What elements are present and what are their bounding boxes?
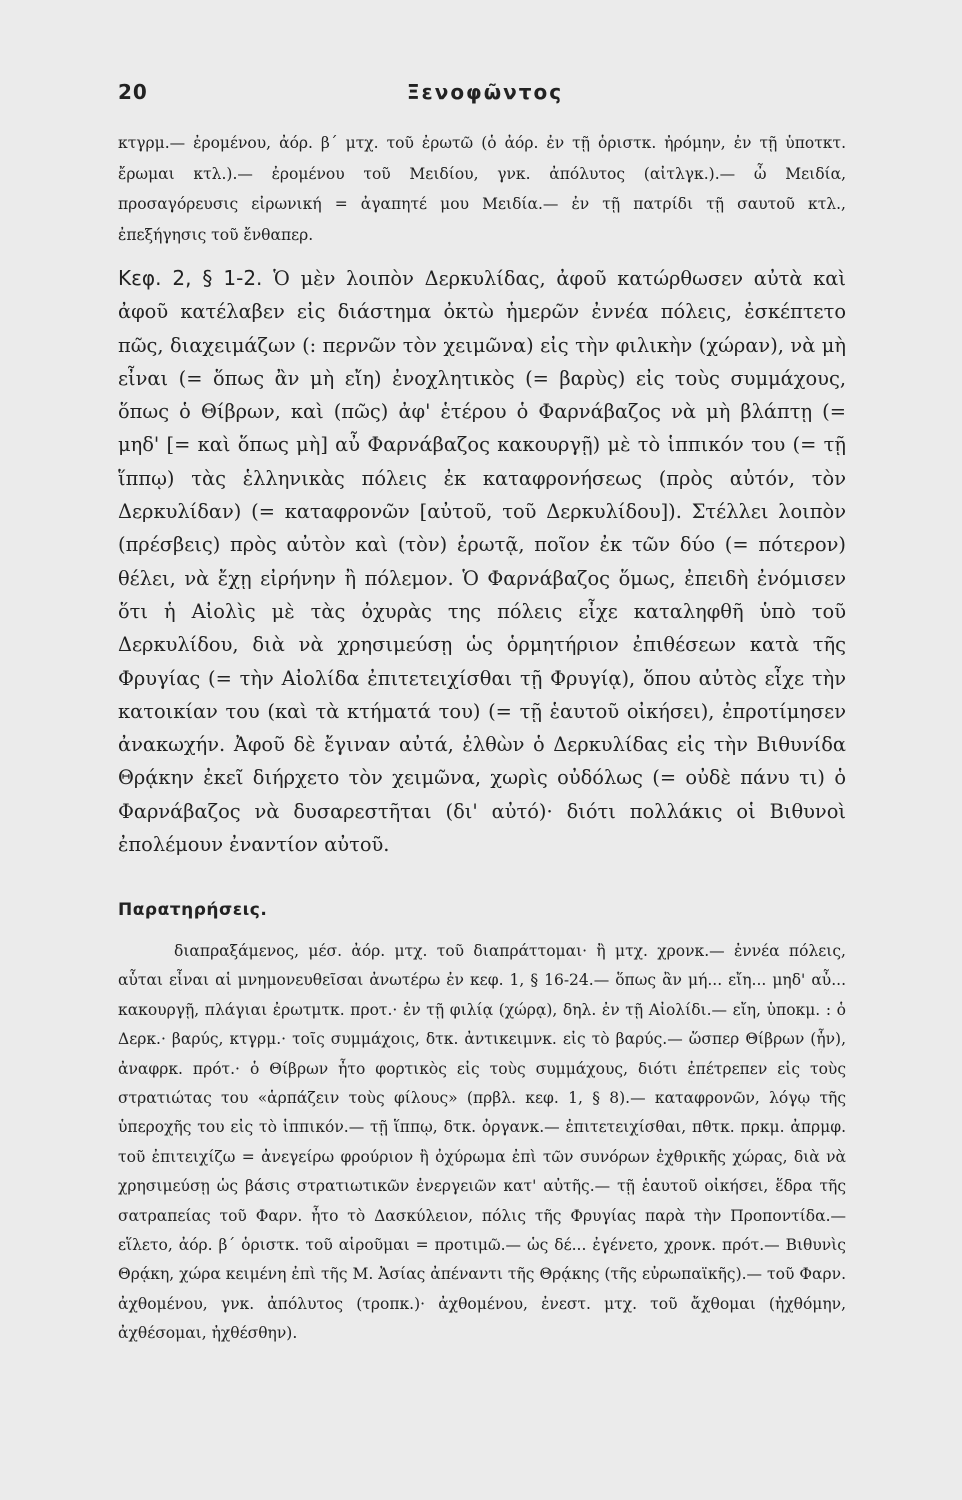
page-header — [118, 80, 852, 110]
chapter-reference: Κεφ. 2, § 1-2. — [118, 266, 263, 290]
running-title: Ξενοφῶντος — [406, 80, 564, 104]
page-number: 20 — [118, 80, 148, 104]
main-text: Ὁ μὲν λοιπὸν Δερκυλίδας, ἀφοῦ κατώρθωσεν αὐτὰ καὶ ἀφοῦ κατέλαβεν εἰς διάστημα ὀκτὼ ἡμερῶν ἐννέα πόλεις, ἐσκέπτετο πῶς, διαχειμάζων (: περνῶν τὸν χειμῶνα) εἰς τὴν φιλικὴν (χώραν), νὰ μὴ εἶναι (= ὅπως ἂν μὴ εἴη) ἐνοχλητικὸς (= βαρὺς) εἰς τοὺς συμμάχους, ὅπως ὁ Θίβρων, καὶ (πῶς) ἀφ' ἑτέρου ὁ Φαρνάβαζος νὰ μὴ βλάπτῃ (= μηδ' [= καὶ ὅπως μὴ] αὖ Φαρνάβαζος κακουργῇ) μὲ τὸ ἱππικόν του (= τῇ ἵππῳ) τὰς ἑλληνικὰς πόλεις ἐκ καταφρονήσεως (πρὸς αὐτόν, τὸν Δερκυλίδαν) (= καταφρονῶν [αὐτοῦ, τοῦ Δερκυλίδου]). Στέλλει λοιπὸν (πρέσβεις) πρὸς αὐτὸν καὶ (τὸν) ἐρωτᾷ, ποῖον ἐκ τῶν δύο (= πότερον) θέλει, νὰ ἔχῃ εἰρήνην ἢ πόλεμον. Ὁ Φαρνάβαζος ὅμως, ἐπειδὴ ἐνόμισεν ὅτι ἡ Αἰολὶς μὲ τὰς ὀχυρὰς της πόλεις εἶχε καταληφθῆ ὑπὸ τοῦ Δερκυλίδου, διὰ νὰ χρησιμεύσῃ ὡς ὁρμητήριον ἐπιθέσεων κατὰ τῆς Φρυγίας (= τὴν Αἰολίδα ἐπιτετειχίσθαι τῇ Φρυγίᾳ), ὅπου αὐτὸς εἶχε τὴν κατοικίαν του (καὶ τὰ κτήματά του) (= τῇ ἑαυτοῦ οἰκήσει), ἐπροτίμησεν ἀνακωχήν. Ἀφοῦ δὲ ἔγιναν αὐτά, ἐλθὼν ὁ Δερκυλίδας εἰς τὴν Βιθυνίδα Θρᾴκην ἐκεῖ διήρχετο τὸν χειμῶνα, χωρὶς οὐδόλως (= οὐδὲ πάνυ τι) ὁ Φαρνάβαζος νὰ δυσαρεστῆται (δι' αὐτό)· διότι πολλάκις οἱ Βιθυνοὶ ἐπολέμουν ἐναντίον αὐτοῦ. — [118, 267, 847, 857]
main-paragraph — [118, 262, 846, 861]
notes-heading: Παρατηρήσεις. — [118, 900, 268, 920]
notes-text: διαπραξάμενος, μέσ. ἀόρ. μτχ. τοῦ διαπράττομαι· ἢ μτχ. χρονκ.— ἐννέα πόλεις, αὗται εἶναι αἱ μνημονευθεῖσαι ἀνωτέρω ἐν κεφ. 1, § 16-24.— ὅπως ἂν μή... εἴη... μηδ' αὖ... κακουργῇ, πλάγιαι ἐρωτμτκ. προτ.· ἐν τῇ φιλίᾳ (χώρᾳ), δηλ. ἐν τῇ Αἰολίδι.— εἴη, ὑποκμ. : ὁ Δερκ.· βαρύς, κτγρμ.· τοῖς συμμάχοις, δτκ. ἀντικειμνκ. εἰς τὸ βαρύς.— ὥσπερ Θίβρων (ἦν), ἀναφρκ. πρότ.· ὁ Θίβρων ἦτο φορτικὸς εἰς τοὺς συμμάχους, διότι ἐπέτρεπεν εἰς τοὺς στρατιώτας του «ἁρπάζειν τοὺς φίλους» (πρβλ. κεφ. 1, § 8).— καταφρονῶν, λόγῳ τῆς ὑπεροχῆς του εἰς τὸ ἱππικόν.— τῇ ἵππῳ, δτκ. ὀργανκ.— ἐπιτετειχίσθαι, πθτκ. πρκμ. ἀπρμφ. τοῦ ἐπιτειχίζω = ἀνεγείρω φρούριον ἢ ὀχύρωμα ἐπὶ τῶν συνόρων ἐχθρικῆς χώρας, διὰ νὰ χρησιμεύσῃ ὡς βάσις στρατιωτικῶν ἐνεργειῶν κατ' αὐτῆς.— τῇ ἑαυτοῦ οἰκήσει, ἕδρα τῆς σατραπείας τοῦ Φαρν. ἦτο τὸ Δασκύλειον, πόλις τῆς Φρυγίας παρὰ τὴν Προποντίδα.— εἵλετο, ἀόρ. β΄ ὁριστκ. τοῦ αἱροῦμαι = προτιμῶ.— ὡς δέ... ἐγένετο, χρονκ. πρότ.— Βιθυνὶς Θρᾴκη, χώρα κειμένη ἐπὶ τῆς Μ. Ἀσίας ἀπέναντι τῆς Θρᾴκης (τῆς εὐρωπαϊκῆς).— τοῦ Φαρν. ἀχθομένου, γνκ. ἀπόλυτος (τροπκ.)· ἀχθομένου, ἐνεστ. μτχ. τοῦ ἄχθομαι (ἠχθόμην, ἀχθέσομαι, ἠχθέσθην). — [118, 942, 846, 1343]
intro-note: κτγρμ.— ἐρομένου, ἀόρ. β΄ μτχ. τοῦ ἐρωτῶ (ὁ ἀόρ. ἐν τῇ ὁριστκ. ἠρόμην, ἐν τῇ ὑποτκτ. ἔρωμαι κτλ.).— ἐρομένου τοῦ Μειδίου, γνκ. ἀπόλυτος (αἰτλγκ.).— ὦ Μειδία, προσαγόρευσις εἰρωνική = ἀγαπητέ μου Μειδία.— ἐν τῇ πατρίδι τῇ σαυτοῦ κτλ., ἐπεξήγησις τοῦ ἔνθαπερ. — [118, 134, 846, 244]
